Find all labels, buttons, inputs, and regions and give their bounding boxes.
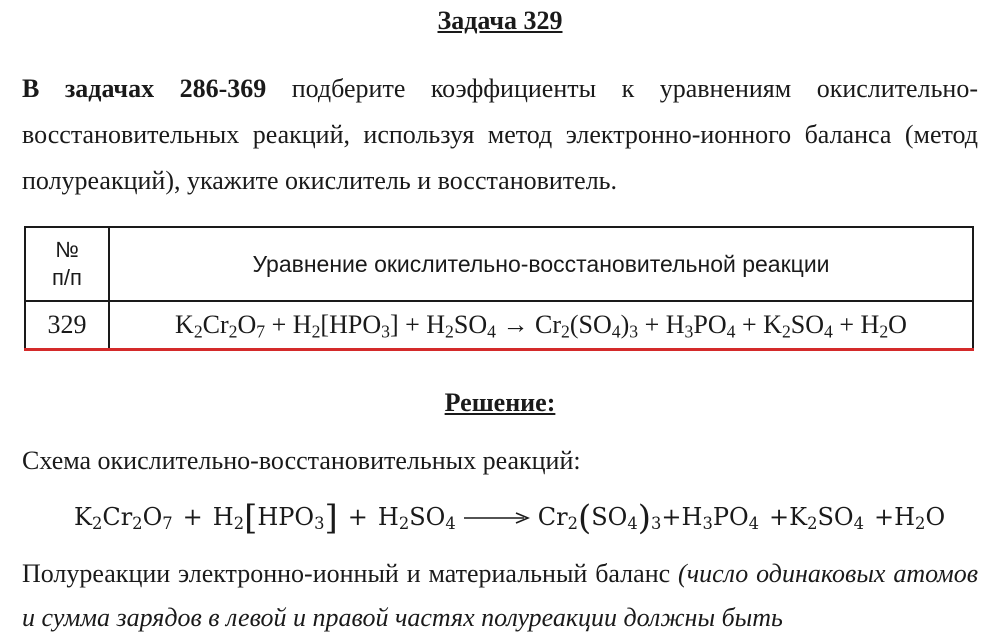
scheme-left-bracket: [ [244,498,258,538]
scheme-plus: + [661,502,682,531]
equation-subscript: 2 [781,321,791,342]
header-num-cell [25,227,109,301]
equation-part: (SO [569,310,612,339]
scheme-sub: 2 [567,514,578,533]
scheme-sub: 2 [132,514,143,533]
equation-part: → Cr [495,310,561,339]
reaction-table [24,226,974,351]
scheme-plus: + [874,502,895,531]
scheme-so: SO [409,502,446,531]
scheme-sub: 4 [853,514,864,533]
scheme-cr: Cr [102,502,133,531]
scheme-h: H [681,502,703,531]
scheme-hpo: HPO [257,502,315,531]
scheme-h: H [212,502,234,531]
equation-part: + K [735,310,782,339]
scheme-so: SO [817,502,854,531]
task-intro [22,66,978,204]
equation-subscript: 4 [726,321,736,342]
equation-part: + H [265,310,312,339]
scheme-cr: Cr [537,502,568,531]
scheme-plus: + [347,502,368,531]
equation-part: ] + H [389,310,446,339]
equation-subscript: 2 [879,321,889,342]
equation-subscript: 4 [487,321,496,342]
scheme-sub: 3 [314,514,325,533]
reaction-scheme [74,498,945,538]
scheme-left-paren: ( [577,498,592,538]
half-italic: (число одинаковых атомов и сумма зарядов в левой и правой частях полуреакции должны быть [22,559,978,632]
header-equation-cell: Уравнение окислительно-восстановительной реакции [109,227,973,301]
scheme-plus: + [182,502,203,531]
equation-part: [HPO [320,310,382,339]
equation-subscript: 7 [256,321,266,342]
intro-bold: В задачах 286-369 [22,74,267,103]
scheme-h: H [377,502,399,531]
equation-part: O [237,310,257,339]
scheme-so: SO [591,502,628,531]
header-num-symbol: № [55,237,79,262]
scheme-k: K [74,502,92,531]
task-title: Задача 329 [437,6,563,35]
scheme-sub: 2 [915,514,926,533]
scheme-right-bracket: ] [324,498,338,538]
scheme-sub: 2 [91,514,103,533]
equation-subscript: 2 [311,321,321,342]
scheme-o: O [925,502,946,531]
intro-text: подберите коэффициенты к уравнениям окислительно-восстановительных реакций, используя метод электронно-ионного баланса (метод полуреакций), укажите окислитель и восстановитель. [22,74,978,195]
scheme-sub: 2 [807,514,818,533]
table-row [25,301,973,350]
equation-subscript: 2 [193,321,203,342]
scheme-sub: 4 [627,514,638,533]
scheme-po: PO [712,502,749,531]
solution-title: Решение: [444,388,556,417]
scheme-sub: 3 [651,514,662,533]
scheme-k: K [789,502,808,531]
scheme-sub: 3 [702,514,713,533]
scheme-label: Схема окислительно-восстановительных реакций: [22,446,581,475]
row-number: 329 [25,301,109,350]
equation-part: O [888,310,907,339]
scheme-sub: 4 [445,514,456,533]
scheme-right-paren: ) [637,498,651,538]
scheme-o: O [142,502,163,531]
half-reactions-text [22,552,978,640]
half-text: Полуреакции электронно-ионный и материальный баланс [22,559,679,588]
equation-subscript: 2 [445,321,454,342]
equation-part: SO [453,310,488,339]
row-equation [109,301,973,350]
equation-subscript: 3 [381,321,390,342]
equation-subscript: 2 [560,321,570,342]
reaction-arrow-icon [464,511,530,525]
equation-subscript: 3 [629,321,639,342]
scheme-sub: 7 [162,514,173,533]
equation-part: ) [620,310,630,339]
equation-part: SO [790,310,825,339]
table-header-row [25,227,973,301]
scheme-plus: + [769,502,790,531]
header-num-label: п/п [52,265,82,290]
equation-subscript: 4 [611,321,621,342]
equation-part: + H [832,310,880,339]
equation-subscript: 3 [684,321,694,342]
equation-subscript: 4 [824,321,833,342]
equation-part: PO [693,310,727,339]
scheme-sub: 4 [748,514,760,533]
scheme-sub: 2 [398,514,410,533]
equation-part: Cr [202,310,229,339]
scheme-h: H [894,502,916,531]
scheme-sub: 2 [233,514,245,533]
equation-part: + H [638,310,685,339]
equation-part: K [175,310,194,339]
equation-subscript: 2 [228,321,238,342]
